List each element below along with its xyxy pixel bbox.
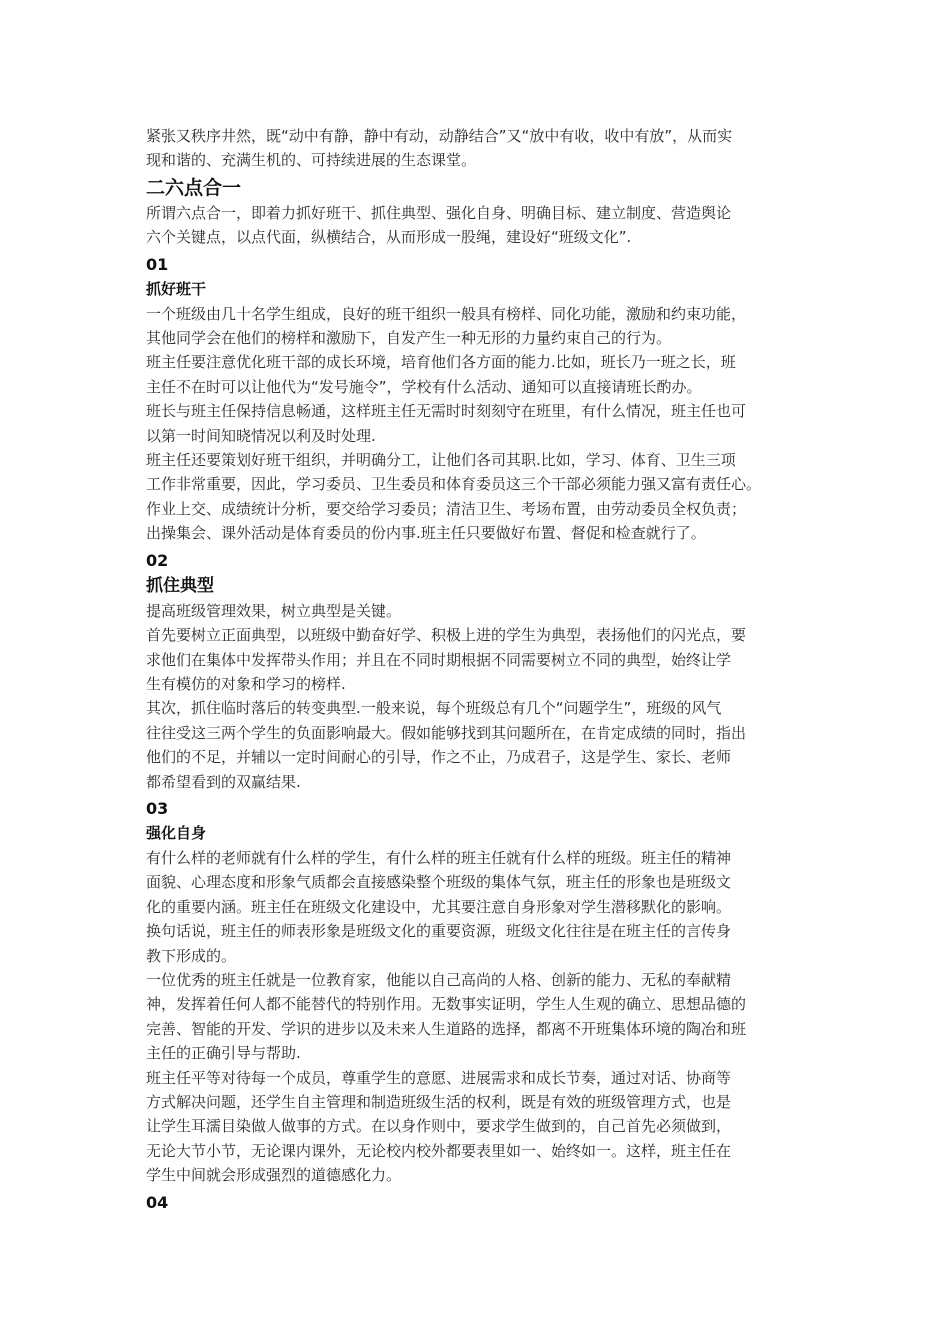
text-line: 首先要树立正面典型，以班级中勤奋好学、积极上进的学生为典型，表扬他们的闪光点，要 — [146, 626, 747, 645]
section-heading: 二六点合一 — [146, 176, 242, 199]
text-line: 学生中间就会形成强烈的道德感化力。 — [146, 1166, 402, 1185]
text-line: 班主任要注意优化班干部的成长环境，培育他们各方面的能力.比如，班长乃一班之长，班 — [146, 353, 736, 372]
text-line: 他们的不足，并辅以一定时间耐心的引导，作之不止，乃成君子，这是学生、家长、老师 — [146, 748, 732, 767]
section-title: 抓好班干 — [146, 279, 207, 298]
overview-paragraph — [146, 201, 826, 250]
section-number: 04 — [146, 1192, 169, 1212]
text-line: 一位优秀的班主任就是一位教育家，他能以自己高尚的人格、创新的能力、无私的奉献精 — [146, 970, 732, 989]
section-number: 03 — [146, 798, 169, 818]
paragraph — [146, 696, 826, 794]
text-line: 其他同学会在他们的榜样和激励下，自发产生一种无形的力量约束自己的行为。 — [146, 329, 672, 348]
text-line: 都希望看到的双赢结果. — [146, 772, 301, 791]
text-line: 往往受这三两个学生的负面影响最大。假如能够找到其问题所在，在肯定成绩的同时，指出 — [146, 723, 747, 742]
text-line: 求他们在集体中发挥带头作用；并且在不同时期根据不同需要树立不同的典型，始终让学 — [146, 650, 732, 669]
text-line: 方式解决问题，还学生自主管理和制造班级生活的权利，既是有效的班级管理方式，也是 — [146, 1093, 732, 1111]
text-line: 主任不在时可以让他代为“发号施令”，学校有什么活动、通知可以直接请班长酌办。 — [146, 377, 702, 396]
text-line: 换句话说，班主任的师表形象是班级文化的重要资源，班级文化往往是在班主任的言传身 — [146, 922, 732, 941]
text-line: 以第一时间知晓情况以利及时处理. — [146, 426, 376, 445]
text-line: 提高班级管理效果，树立典型是关键。 — [146, 601, 402, 620]
section-number: 01 — [146, 254, 169, 274]
section-number: 02 — [146, 550, 169, 570]
paragraph — [146, 399, 826, 448]
text-line: 工作非常重要，因此，学习委员、卫生委员和体育委员这三个干部必须能力强又富有责任心。 — [146, 475, 762, 494]
document-page — [146, 124, 826, 1215]
section-title: 强化自身 — [146, 823, 207, 842]
paragraph — [146, 846, 826, 968]
paragraph — [146, 1066, 826, 1188]
text-line: 让学生耳濡目染做人做事的方式。在以身作则中，要求学生做到的，自己首先必须做到， — [146, 1117, 732, 1136]
text-line: 主任的正确引导与帮助. — [146, 1044, 301, 1063]
paragraph — [146, 350, 826, 399]
paragraph — [146, 623, 826, 696]
paragraph — [146, 599, 826, 623]
text-line: 一个班级由几十名学生组成，良好的班干组织一般具有榜样、同化功能，激励和约束功能， — [146, 304, 747, 323]
text-line: 班长与班主任保持信息畅通，这样班主任无需时时刻刻守在班里，有什么情况，班主任也可 — [146, 402, 747, 421]
text-line: 教下形成的。 — [146, 946, 237, 965]
text-line: 生有模仿的对象和学习的榜样. — [146, 674, 346, 693]
text-line: 六个关键点，以点代面，纵横结合，从而形成一股绳，建设好“班级文化”. — [146, 228, 632, 247]
text-line: 完善、智能的开发、学识的进步以及未来人生道路的选择，都离不开班集体环境的陶冶和班 — [146, 1019, 747, 1038]
intro-paragraph — [146, 124, 826, 173]
text-line: 出操集会、课外活动是体育委员的份内事.班主任只要做好布置、督促和检查就行了。 — [146, 524, 706, 543]
text-line: 班主任还要策划好班干组织，并明确分工，让他们各司其职.比如，学习、体育、卫生三项 — [146, 451, 736, 470]
text-line: 所谓六点合一，即着力抓好班干、抓住典型、强化自身、明确目标、建立制度、营造舆论 — [146, 203, 732, 222]
text-line: 无论大节小节，无论课内课外，无论校内校外都要表里如一、始终如一。这样，班主任在 — [146, 1141, 732, 1160]
paragraph — [146, 968, 826, 1066]
text-line: 现和谐的、充满生机的、可持续进展的生态课堂。 — [146, 151, 477, 170]
section-title: 抓住典型 — [146, 575, 214, 596]
text-line: 紧张又秩序井然，既“动中有静，静中有动，动静结合”又“放中有收，收中有放”，从而实 — [146, 127, 733, 145]
paragraph — [146, 448, 826, 546]
text-line: 班主任平等对待每一个成员，尊重学生的意愿、进展需求和成长节奏，通过对话、协商等 — [146, 1068, 732, 1087]
text-line: 有什么样的老师就有什么样的学生，有什么样的班主任就有什么样的班级。班主任的精神 — [146, 848, 732, 867]
text-line: 神，发挥着任何人都不能替代的特别作用。无数事实证明，学生人生观的确立、思想品德的 — [146, 995, 747, 1014]
paragraph — [146, 302, 826, 351]
text-line: 面貌、心理态度和形象气质都会直接感染整个班级的集体气氛，班主任的形象也是班级文 — [146, 873, 732, 892]
text-line: 化的重要内涵。班主任在班级文化建设中，尤其要注意自身形象对学生潜移默化的影响。 — [146, 897, 732, 916]
text-line: 其次，抓住临时落后的转变典型.一般来说，每个班级总有几个“问题学生”，班级的风气 — [146, 699, 722, 718]
text-line: 作业上交、成绩统计分析，要交给学习委员；清洁卫生、考场布置，由劳动委员全权负责； — [146, 499, 747, 518]
